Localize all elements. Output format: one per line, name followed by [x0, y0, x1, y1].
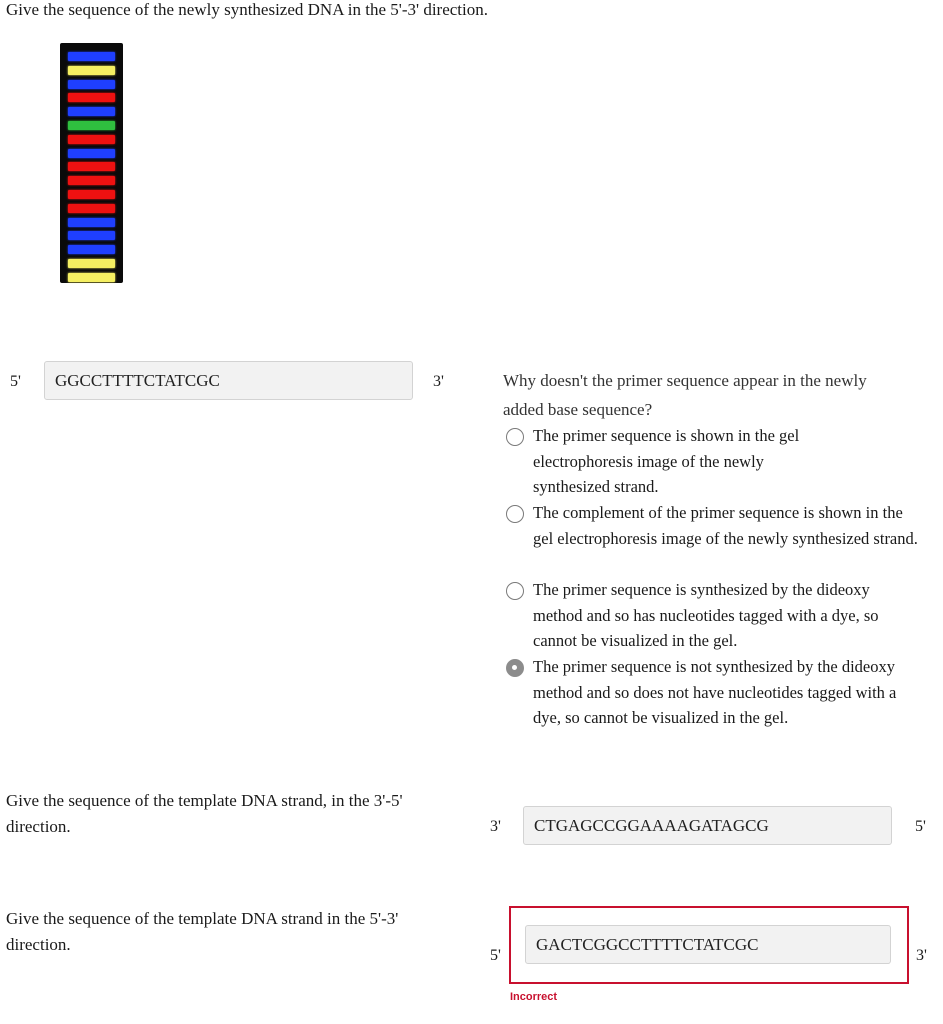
option-4-radio[interactable]: [506, 659, 524, 677]
template-3-5-sequence-input[interactable]: [523, 806, 892, 845]
option-2-radio[interactable]: [506, 505, 524, 523]
template-3-5-sequence-value: CTGAGCCGGAAAAGATAGCG: [534, 815, 769, 835]
gel-band-blue: [68, 149, 115, 158]
question-3-prompt: Give the sequence of the template DNA strand, in the 3'-5' direction.: [6, 791, 403, 836]
question-2-prompt: Why doesn't the primer sequence appear in the newly added base sequence?: [503, 371, 867, 419]
gel-band-yellow: [68, 273, 115, 282]
five-prime-label: 5': [490, 947, 501, 964]
gel-band-red: [68, 176, 115, 185]
gel-band-blue: [68, 107, 115, 116]
gel-band-blue: [68, 52, 115, 61]
newly-synthesized-sequence-value: GGCCTTTTCTATCGC: [55, 370, 220, 390]
three-prime-label: 3': [490, 818, 501, 835]
option-1-radio[interactable]: [506, 428, 524, 446]
five-prime-label: 5': [10, 373, 21, 390]
gel-band-red: [68, 162, 115, 171]
gel-band-green: [68, 121, 115, 130]
question-4-prompt: Give the sequence of the template DNA strand in the 5'-3' direction.: [6, 909, 399, 954]
gel-band-blue: [68, 218, 115, 227]
newly-synthesized-sequence-input[interactable]: [44, 361, 413, 400]
gel-band-red: [68, 190, 115, 199]
option-4-text[interactable]: The primer sequence is not synthesized by the dideoxy method and so does not have nucleotides tagged with a dye, so cannot be visualized in the gel.: [533, 657, 897, 727]
gel-band-red: [68, 93, 115, 102]
gel-band-blue: [68, 80, 115, 89]
option-3-radio[interactable]: [506, 582, 524, 600]
gel-band-blue: [68, 245, 115, 254]
gel-band-yellow: [68, 259, 115, 268]
gel-band-red: [68, 135, 115, 144]
template-5-3-sequence-input[interactable]: [525, 925, 891, 964]
gel-band-yellow: [68, 66, 115, 75]
gel-electrophoresis-image: [60, 43, 123, 283]
option-2-text[interactable]: The complement of the primer sequence is shown in the gel electrophoresis image of the newly synthesized strand.: [533, 503, 918, 548]
option-3-text[interactable]: The primer sequence is synthesized by the dideoxy method and so has nucleotides tagged with a dye, so cannot be visualized in the gel.: [533, 580, 879, 650]
gel-band-red: [68, 204, 115, 213]
five-prime-label: 5': [915, 818, 926, 835]
template-5-3-sequence-value: GACTCGGCCTTTTCTATCGC: [536, 934, 759, 954]
three-prime-label: 3': [433, 373, 444, 390]
gel-band-blue: [68, 231, 115, 240]
question-1-prompt: Give the sequence of the newly synthesized DNA in the 5'-3' direction.: [6, 0, 488, 19]
incorrect-feedback: Incorrect: [510, 991, 558, 1003]
option-1-text[interactable]: The primer sequence is shown in the gel electrophoresis image of the newly synthesized strand.: [533, 426, 800, 496]
three-prime-label: 3': [916, 947, 927, 964]
